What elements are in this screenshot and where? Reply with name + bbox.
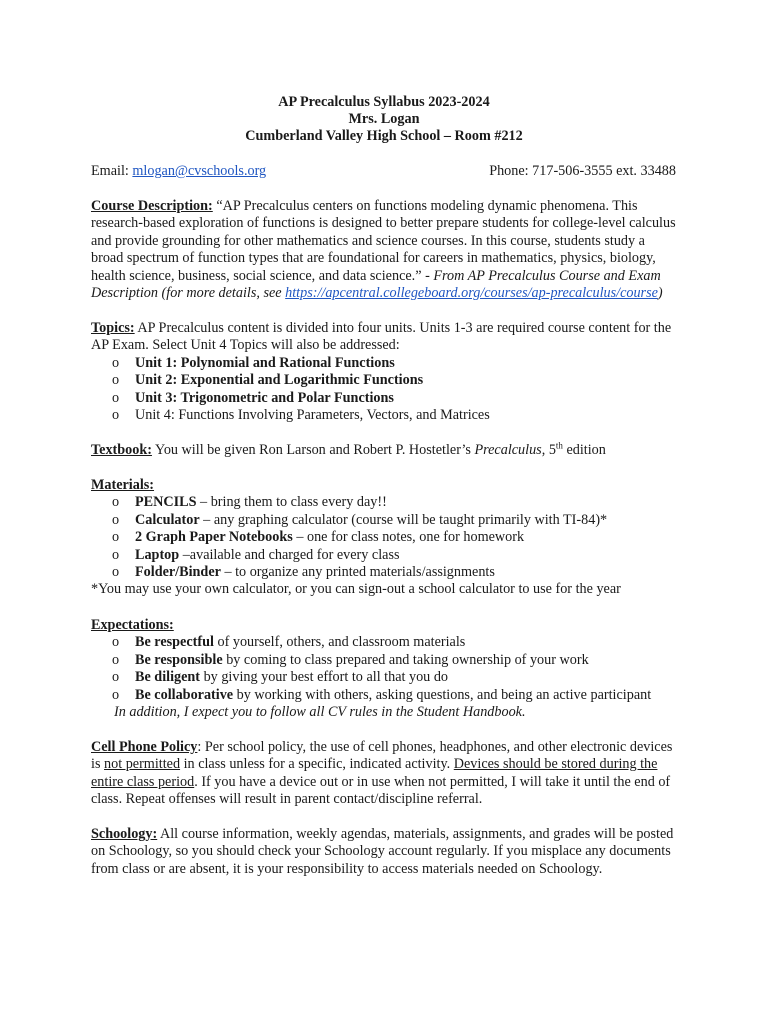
list-item xyxy=(91,529,676,546)
material-desc: – to organize any printed materials/assignments xyxy=(220,564,495,581)
expectation-desc: by coming to class prepared and taking ownership of your work xyxy=(222,651,589,668)
bullet-icon: o xyxy=(112,354,120,371)
contact-line xyxy=(91,163,676,180)
materials-list xyxy=(91,494,676,581)
schoology-section xyxy=(91,826,676,878)
expectation-desc: by giving your best effort to all that you do xyxy=(200,669,449,686)
list-item xyxy=(91,390,676,407)
email-label: Email: xyxy=(91,163,129,179)
email-link[interactable]: mlogan@cvschools.org xyxy=(132,163,267,179)
edition-superscript: th xyxy=(555,440,563,451)
list-item xyxy=(91,407,676,424)
bullet-icon: o xyxy=(112,372,120,389)
textbook-section xyxy=(91,442,676,459)
topics-intro: AP Precalculus content is divided into four units. Units 1-3 are required course content for the AP Exam. Select Unit 4 Topics will also be addressed: xyxy=(91,320,672,354)
material-name: Calculator xyxy=(135,511,200,528)
unit-1: Unit 1: Polynomial and Rational Functions xyxy=(135,354,395,371)
cell-phone-label: Cell Phone Policy xyxy=(91,739,198,755)
material-desc: – any graphing calculator (course will be taught primarily with TI-84)* xyxy=(199,511,608,528)
bullet-icon: o xyxy=(112,546,120,563)
textbook-text: You will be given Ron Larson and Robert P. Hostetler’s xyxy=(155,442,471,458)
expectation-desc: by working with others, asking questions, and being an active participant xyxy=(233,686,652,703)
list-item xyxy=(91,564,676,581)
material-name: PENCILS xyxy=(135,494,197,511)
unit-2: Unit 2: Exponential and Logarithmic Functions xyxy=(135,372,424,389)
expectation-name: Be collaborative xyxy=(135,686,234,703)
expectation-name: Be responsible xyxy=(135,651,223,668)
list-item xyxy=(91,687,676,704)
list-item xyxy=(91,669,676,686)
list-item xyxy=(91,355,676,372)
topics-label: Topics: xyxy=(91,320,135,336)
course-description-label: Course Description: xyxy=(91,198,213,214)
school-room: Cumberland Valley High School – Room #212 xyxy=(245,128,523,144)
bullet-icon: o xyxy=(112,407,120,424)
teacher-name: Mrs. Logan xyxy=(348,111,420,127)
devices-stored-text: Devices should be stored during the entire class period xyxy=(91,756,658,790)
bullet-icon: o xyxy=(112,634,120,651)
source-close-paren: ) xyxy=(657,285,663,302)
material-name: Folder/Binder xyxy=(135,564,221,581)
bullet-icon: o xyxy=(112,494,120,511)
not-permitted-text: not permitted xyxy=(104,756,181,773)
cell-phone-text-3: . If you have a device out or in use when not permitted, I will take it until the end of class. Repeat offenses will result in parent contact/discipline referral. xyxy=(91,773,671,808)
textbook-title: Precalculus xyxy=(474,442,542,458)
material-name: Laptop xyxy=(135,546,180,563)
expectation-name: Be respectful xyxy=(135,634,214,651)
list-item xyxy=(91,372,676,389)
list-item xyxy=(91,494,676,511)
list-item xyxy=(91,634,676,651)
textbook-label: Textbook: xyxy=(91,442,152,458)
bullet-icon: o xyxy=(112,564,120,581)
course-description-section xyxy=(91,198,676,302)
bullet-icon: o xyxy=(112,669,120,686)
cell-phone-text-2: in class unless for a specific, indicated activity. xyxy=(180,756,454,773)
list-item xyxy=(91,547,676,564)
calculator-note: *You may use your own calculator, or you can sign-out a school calculator to use for the year xyxy=(91,581,621,598)
expectations-list xyxy=(91,634,676,704)
bullet-icon: o xyxy=(112,651,120,668)
ap-central-link[interactable]: https://apcentral.collegeboard.org/courses/ap-precalculus/course xyxy=(285,285,658,302)
bullet-icon: o xyxy=(112,389,120,406)
phone-number: Phone: 717-506-3555 ext. 33488 xyxy=(489,163,676,179)
expectation-name: Be diligent xyxy=(135,669,201,686)
document-header xyxy=(0,94,768,145)
course-description-text: “AP Precalculus centers on functions modeling dynamic phenomena. This research-based exploration of functions is designed to better prepare students for college-level calculus and provide grounding for other mathematics and science courses. In this course, students study a broad spectrum of function types that are foundational for careers in mathematics, physics, biology, health science, business, social science, and data science.” xyxy=(91,198,676,284)
bullet-icon: o xyxy=(112,686,120,703)
list-item xyxy=(91,512,676,529)
bullet-icon: o xyxy=(112,511,120,528)
unit-4: Unit 4: Functions Involving Parameters, Vectors, and Matrices xyxy=(135,407,490,424)
unit-3: Unit 3: Trigonometric and Polar Functions xyxy=(135,389,394,406)
material-desc: – one for class notes, one for homework xyxy=(292,529,525,546)
cell-phone-text-1: : Per school policy, the use of cell phones, headphones, and other electronic devices is xyxy=(91,739,673,773)
course-description-source: - From AP Precalculus Course and Exam Description (for more details, see xyxy=(91,267,661,302)
schoology-label: Schoology: xyxy=(91,826,158,842)
units-list xyxy=(91,355,676,425)
material-desc: –available and charged for every class xyxy=(179,546,400,563)
materials-label: Materials: xyxy=(91,477,155,493)
materials-section xyxy=(91,477,676,599)
list-item xyxy=(91,652,676,669)
schoology-text: All course information, weekly agendas, materials, assignments, and grades will be posted on Schoology, so you should check your Schoology account regularly. If you misplace any documents from class or are absent, it is your responsibility to access materials needed on Schoology. xyxy=(91,826,674,877)
material-desc: – bring them to class every day!! xyxy=(196,494,387,511)
document-title: AP Precalculus Syllabus 2023-2024 xyxy=(278,94,490,110)
expectations-section xyxy=(91,617,676,721)
textbook-edition-suffix: edition xyxy=(562,442,606,458)
handbook-note: In addition, I expect you to follow all CV rules in the Student Handbook. xyxy=(114,704,526,721)
topics-section xyxy=(91,320,676,424)
cell-phone-section xyxy=(91,739,676,809)
material-name: 2 Graph Paper Notebooks xyxy=(135,529,293,546)
bullet-icon: o xyxy=(112,529,120,546)
expectation-desc: of yourself, others, and classroom materials xyxy=(213,634,466,651)
textbook-edition: , 5 xyxy=(541,442,556,458)
expectations-label: Expectations: xyxy=(91,617,174,633)
